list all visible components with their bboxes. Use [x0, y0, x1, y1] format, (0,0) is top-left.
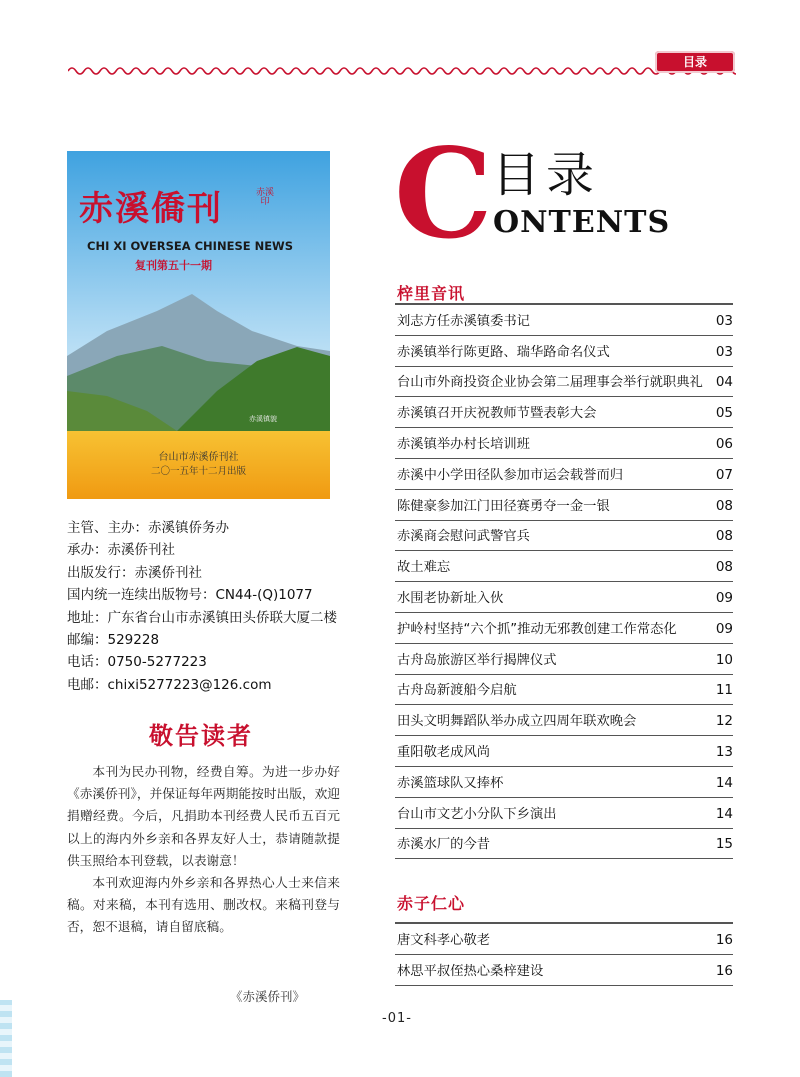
- heading-letter: C: [394, 122, 493, 267]
- toc-item-page: 08: [715, 528, 733, 545]
- info-line: 地址：广东省台山市赤溪镇田头侨联大厦二楼: [67, 609, 337, 626]
- toc-item-title: 赤溪商会慰问武警官兵: [397, 529, 530, 545]
- toc-item-title: 赤溪篮球队又捧杯: [397, 775, 504, 791]
- toc-item[interactable]: [395, 336, 733, 367]
- notice-signature: 《赤溪侨刊》: [230, 989, 306, 1004]
- toc-item-title: 田头文明舞蹈队举办成立四周年联欢晚会: [397, 714, 637, 730]
- toc-item[interactable]: [395, 428, 733, 459]
- cover-seal: 赤溪印: [255, 188, 274, 207]
- info-line: 出版发行：赤溪侨刊社: [67, 564, 202, 581]
- toc-item-page: 12: [715, 713, 733, 730]
- toc-item-page: 09: [715, 589, 733, 606]
- toc-item[interactable]: [395, 644, 733, 675]
- toc-item-title: 台山市文艺小分队下乡演出: [397, 806, 557, 822]
- toc-item-title: 赤溪镇召开庆祝教师节暨表彰大会: [397, 406, 597, 422]
- toc-item[interactable]: [395, 305, 733, 336]
- info-line: 国内统一连续出版物号：CN44-(Q)1077: [67, 587, 313, 604]
- notice-paragraph: 本刊欢迎海内外乡亲和各界热心人士来信来稿。对来稿，本刊有选用、删改权。来稿刊登与否，恕不退稿，请自留底稿。: [67, 875, 340, 935]
- toc-item-title: 刘志方任赤溪镇委书记: [397, 313, 530, 329]
- toc-item-title: 赤溪镇举办村长培训班: [397, 436, 530, 452]
- toc-list: [395, 303, 733, 859]
- toc-item[interactable]: [395, 736, 733, 767]
- toc-item-page: 05: [715, 405, 733, 422]
- toc-item-page: 07: [715, 466, 733, 483]
- toc-item[interactable]: [395, 582, 733, 613]
- toc-item[interactable]: [395, 767, 733, 798]
- section-tag: 目录: [655, 51, 735, 73]
- notice-body: [67, 761, 340, 939]
- toc-item[interactable]: [395, 613, 733, 644]
- toc-item-page: 04: [715, 374, 733, 391]
- page-number: -01-: [382, 1011, 412, 1026]
- side-decoration: [0, 1000, 12, 1077]
- cover-stamp: 赤溪镇貌: [249, 415, 277, 423]
- toc-list: [395, 922, 733, 986]
- section-title: 梓里音讯: [397, 284, 466, 303]
- toc-item[interactable]: [395, 829, 733, 860]
- info-line: 邮编：529228: [67, 632, 160, 649]
- toc-item-title: 陈健豪参加江门田径赛勇夺一金一银: [397, 498, 610, 514]
- toc-item-title: 唐文科孝心敬老: [397, 932, 491, 948]
- toc-item-page: 14: [715, 805, 733, 822]
- toc-item-title: 台山市外商投资企业协会第二届理事会举行就职典礼: [397, 375, 703, 391]
- toc-item-page: 08: [715, 559, 733, 576]
- notice-title: 敬告读者: [149, 722, 253, 750]
- toc-item-page: 09: [715, 620, 733, 637]
- info-line: 主管、主办：赤溪镇侨务办: [67, 520, 229, 536]
- toc-item[interactable]: [395, 367, 733, 398]
- toc-item-title: 古舟岛旅游区举行揭牌仪式: [397, 652, 557, 668]
- toc-item[interactable]: [395, 675, 733, 706]
- info-line: 电话：0750-5277223: [67, 654, 207, 671]
- toc-item-title: 古舟岛新渡船今启航: [397, 683, 517, 699]
- info-line: 承办：赤溪侨刊社: [67, 542, 175, 559]
- info-line: 电邮：chixi5277223@126.com: [67, 676, 272, 693]
- toc-item-page: 13: [715, 743, 733, 760]
- toc-item-title: 林思平叔侄热心桑梓建设: [397, 963, 544, 979]
- toc-item[interactable]: [395, 798, 733, 829]
- toc-item[interactable]: [395, 397, 733, 428]
- toc-item-page: 16: [715, 962, 733, 979]
- toc-item[interactable]: [395, 521, 733, 552]
- magazine-cover: [67, 151, 330, 499]
- toc-item[interactable]: [395, 551, 733, 582]
- toc-item[interactable]: [395, 459, 733, 490]
- toc-item-title: 赤溪水厂的今昔: [397, 837, 491, 853]
- toc-item[interactable]: [395, 490, 733, 521]
- toc-item-title: 赤溪镇举行陈更路、瑞华路命名仪式: [397, 344, 610, 360]
- toc-item[interactable]: [395, 955, 733, 986]
- publication-info: [67, 517, 367, 696]
- toc-item-title: 重阳敬老成风尚: [397, 744, 491, 760]
- notice-paragraph: 本刊为民办刊物，经费自筹。为进一步办好《赤溪侨刊》，并保证每年两期能按时出版，欢迎捐赠经费。今后，凡捐助本刊经费人民币五百元以上的海内外乡亲和各界友好人士，恭请随款提供玉照给本刊登载，以表谢意！: [67, 764, 340, 868]
- toc-item[interactable]: [395, 705, 733, 736]
- toc-item-title: 故土难忘: [397, 560, 451, 576]
- cover-date: 二〇一五年十二月出版: [150, 466, 246, 477]
- heading-title: 目录: [492, 147, 601, 203]
- toc-item-page: 06: [715, 435, 733, 452]
- header-wave-border: [68, 64, 736, 78]
- toc-item-page: 10: [715, 651, 733, 668]
- toc-item-page: 03: [715, 312, 733, 329]
- toc-item-page: 15: [715, 836, 733, 853]
- heading-contents: ONTENTS: [493, 205, 671, 240]
- cover-publisher: 台山市赤溪侨刊社: [158, 452, 239, 463]
- cover-issue: 复刊第五十一期: [135, 259, 212, 272]
- toc-item-title: 护岭村坚持“六个抓”推动无邪教创建工作常态化: [397, 621, 677, 637]
- toc-item-title: 赤溪中小学田径队参加市运会载誉而归: [397, 467, 624, 483]
- toc-item-page: 08: [715, 497, 733, 514]
- cover-title: 赤溪僑刊: [79, 189, 223, 229]
- toc-item[interactable]: [395, 924, 733, 955]
- section-title: 赤子仁心: [397, 894, 466, 913]
- toc-item-page: 03: [715, 343, 733, 360]
- toc-item-page: 16: [715, 931, 733, 948]
- toc-item-page: 14: [715, 774, 733, 791]
- cover-subtitle: CHI XI OVERSEA CHINESE NEWS: [87, 239, 294, 253]
- toc-item-page: 11: [715, 682, 733, 699]
- toc-item-title: 水围老协新址入伙: [397, 590, 504, 606]
